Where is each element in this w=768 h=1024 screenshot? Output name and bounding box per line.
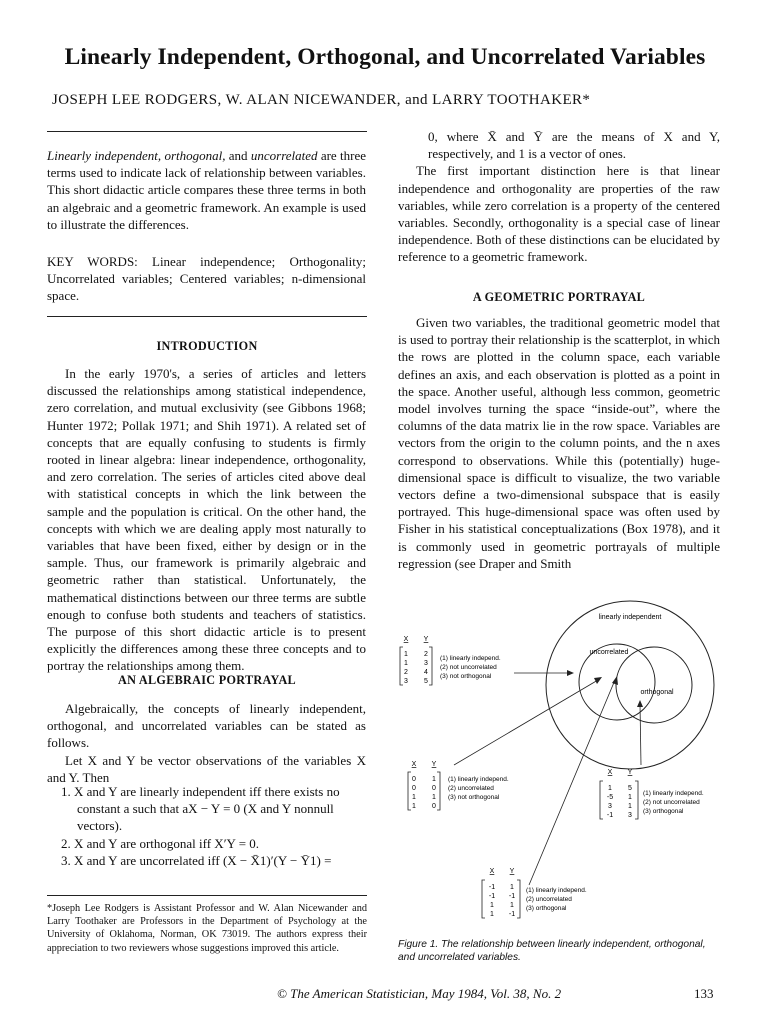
figure-caption: Figure 1. The relationship between linearly independent, orthogonal, and uncorrelated variables. [398,939,706,963]
equation-continuation: 0, where X̄ and Ȳ are the means of X and Y, respectively, and 1 is a vector of ones. [428,129,720,162]
introduction-text: In the early 1970's, a series of articles and letters discussed the relationships among statistical independence, zero correlation, and mutual exclusivity (see Gibbons 1968; Hunter 1972; Pollak 1971; and Shih 1971). A related set of concepts that are equally confusing to students is firmly rooted in linear algebra: linear independence, orthogonality, and zero correlation. The series of articles cited above deal with statistical concepts in which the link between the sample and the population is critical. On the other hand, the concepts with which we are dealing apply most naturally to variables that have been fixed, either by design or in the sample. Thus, our framework is primarily algebraic and geometric rather than statistical. Unfortunately, the mathematical distinctions between our three terms are subtle enough to confuse both students and teachers of statistics. The purpose of this short didactic article is to present explicitly the differences among these three concepts and to portray the relationships among them. [47,366,366,674]
algebraic-body [47,700,366,786]
connector-line-2 [454,680,598,765]
abstract-connector: and [225,148,251,163]
matrix-header-x: X [411,761,417,768]
example-note: (2) not uncorrelated [440,664,497,671]
page-number: 133 [694,986,714,1001]
top-rule-left [47,131,367,132]
definition-list [47,783,366,869]
matrix-header-x: X [607,769,613,776]
keywords-text: KEY WORDS: Linear independence; Orthogonality; Uncorrelated variables; Centered variables; n-dimensional space. [47,254,366,304]
matrix-cell: 1 [628,794,632,801]
matrix-header-y: Y [423,636,429,643]
matrix-cell: 2 [424,651,428,658]
uncorrelated-label: uncorrelated [589,649,629,656]
matrix-cell: 5 [424,678,428,685]
linearly-independent-circle [546,601,714,769]
abstract-term-2: uncorrelated [250,148,318,163]
example-note: (1) linearly independ. [643,790,704,797]
matrix-brackets [600,781,638,819]
matrix-cell: 5 [628,785,632,792]
matrix-cell: 1 [510,902,514,909]
figure-1-venn-diagram [384,600,724,932]
connector-line-3 [640,704,641,765]
example-note: (3) orthogonal [526,905,567,912]
definition-item: 1. X and Y are linearly independent iff there exists no constant a such that aX − Y = 0 (X and Y nonnull vectors). [61,784,340,834]
matrix-cell: 0 [412,776,416,783]
matrix-cell: -1 [488,893,496,900]
matrix-header-y: Y [431,761,437,768]
matrix-cell: -1 [508,893,516,900]
geometric-body [398,314,720,572]
matrix-cell: 4 [424,669,428,676]
example-note: (1) linearly independ. [440,655,501,662]
matrix-cell: 1 [404,651,408,658]
matrix-cell: 3 [404,678,408,685]
orthogonal-label: orthogonal [640,689,674,696]
matrix-cell: -1 [508,911,516,918]
example-matrix-3 [600,769,704,819]
arrow-head-4 [612,676,618,685]
arrow-head-1 [567,670,574,676]
abstract-body: are three terms used to indicate lack of relationship between variables. This short didactic article compares these three terms in both an algebraic and a geometric framework. An example is used to illustrate the differences. [47,148,366,232]
arrow-head-3 [637,700,643,707]
matrix-cell: 1 [404,660,408,667]
matrix-cell: -5 [606,794,614,801]
matrix-cell: 3 [608,803,612,810]
example-note: (2) uncorrelated [448,785,494,792]
introduction-heading: INTRODUCTION [156,339,258,353]
matrix-cell: 1 [608,785,612,792]
matrix-cell: 1 [412,794,416,801]
algebraic-p1: Algebraically, the concepts of linearly independent, orthogonal, and uncorrelated variables can be stated as follows. [47,701,366,751]
matrix-cell: 1 [490,902,494,909]
example-note: (1) linearly independ. [448,776,509,783]
definition-item: 3. X and Y are uncorrelated iff (X − X̄1)′(Y − Ȳ1) = [61,852,332,868]
matrix-cell: 1 [510,884,514,891]
matrix-cell: 0 [412,785,416,792]
matrix-cell: 1 [432,794,436,801]
right-column-top [398,128,720,266]
connector-line-4 [529,680,615,885]
linearly-independent-label: linearly independent [598,614,662,621]
matrix-cell: 3 [628,812,632,819]
geometric-text: Given two variables, the traditional geometric model that is used to portray their relationship is the scatterplot, in which the rows are plotted in the column space, each variable defines an axis, and each observation is plotted as a point in the space. Another useful, although less common, geometric model involves turning the space “inside-out”, where the columns of the data matrix lie in the row space. Variables are vectors from the origin to the column points, and the n axes correspond to observations. While this (potentially) huge-dimensional space is difficult to visualize, the two variable vectors define a two-dimensional subspace that is easily portrayed. This huge-dimensional space was often used by Fisher in his statistical conceptualizations (Box 1978), and it is commonly used in geometric portrayals of multiple regression (see Draper and Smith [398,315,720,571]
geometric-heading: A GEOMETRIC PORTRAYAL [472,290,646,304]
arrow-head-2 [594,677,602,684]
author-footnote: *Joseph Lee Rodgers is Assistant Professor and W. Alan Nicewander and Larry Toothaker are Professors in the Department of Psychology at the University of Oklahoma, Norman, OK 73019. The authors express their appreciation to two reviewers whose suggestions improved this article. [47,903,367,954]
example-note: (2) uncorrelated [526,896,572,903]
example-note: (2) not uncorrelated [643,799,700,806]
bottom-rule-left [47,316,367,317]
matrix-cell: -1 [606,812,614,819]
example-matrix-4 [482,868,587,918]
matrix-header-x: X [403,636,409,643]
matrix-header-x: X [489,868,495,875]
abstract [47,147,366,233]
matrix-cell: 1 [412,803,416,810]
footnote-rule [47,895,367,896]
matrix-cell: 1 [628,803,632,810]
introduction-body [47,365,366,675]
matrix-cell: 0 [432,803,436,810]
matrix-header-y: Y [627,769,633,776]
example-matrix-1 [400,636,501,685]
matrix-cell: 1 [432,776,436,783]
matrix-cell: -1 [488,884,496,891]
example-note: (1) linearly independ. [526,887,587,894]
matrix-header-y: Y [509,868,515,875]
matrix-cell: 1 [490,911,494,918]
matrix-cell: 3 [424,660,428,667]
definition-item: 2. X and Y are orthogonal iff X′Y = 0. [61,835,260,851]
example-note: (3) not orthogonal [448,794,500,801]
journal-citation: © The American Statistician, May 1984, Vol. 38, No. 2 [277,986,562,1001]
orthogonal-circle [616,647,692,723]
author-line: JOSEPH LEE RODGERS, W. ALAN NICEWANDER, and LARRY TOOTHAKER* [52,92,591,108]
example-note: (3) not orthogonal [440,673,492,680]
matrix-cell: 0 [432,785,436,792]
distinction-paragraph: The first important distinction here is that linear independence and orthogonality are properties of the raw variables, while zero correlation is a property of the centered variables. Secondly, orthogonality is a special case of linear independence. Both of these distinctions can be elucidated by reference to a geometric framework. [398,163,720,265]
article-title: Linearly Independent, Orthogonal, and Uncorrelated Variables [64,44,706,70]
abstract-term-1: Linearly independent, orthogonal, [47,148,226,163]
keywords [47,253,366,305]
algebraic-heading: AN ALGEBRAIC PORTRAYAL [118,673,296,687]
example-note: (3) orthogonal [643,808,684,815]
algebraic-p2: Let X and Y be vector observations of the variables X and Y. Then [47,752,366,785]
matrix-cell: 2 [404,669,408,676]
example-matrix-2 [408,761,509,810]
